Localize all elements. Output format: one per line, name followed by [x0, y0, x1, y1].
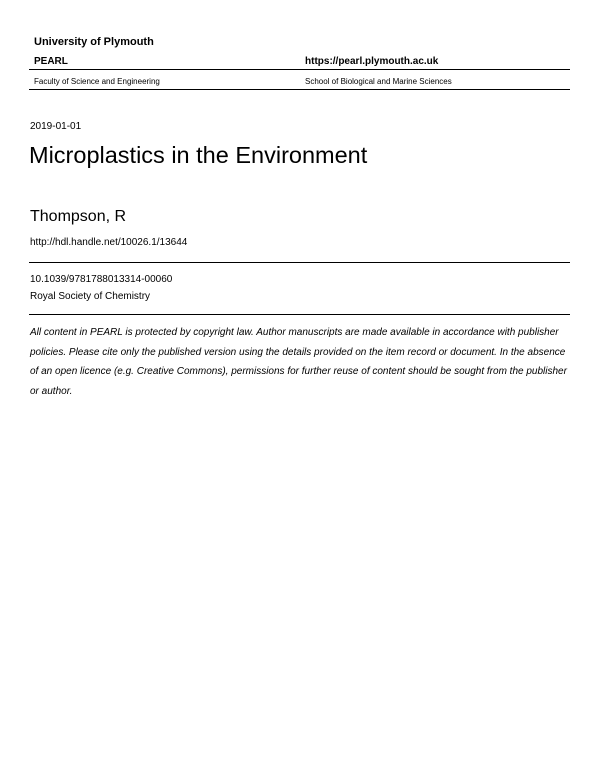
record-divider [29, 262, 570, 263]
notice-divider [29, 314, 570, 315]
header-divider [29, 69, 570, 70]
copyright-notice: All content in PEARL is protected by copyright law. Author manuscripts are made available in accordance with publisher policies. Please cite only the published version using the details provided on the item record or document. In the absence of an open licence (e.g. Creative Commons), permissions for further reuse of content should be sought from the publisher or author. [30, 327, 567, 397]
faculty-name: Faculty of Science and Engineering [34, 77, 160, 86]
publisher-name: Royal Society of Chemistry [30, 291, 151, 302]
header-bottom-divider [29, 89, 570, 90]
school-name: School of Biological and Marine Sciences [305, 77, 452, 86]
document-title: Microplastics in the Environment [29, 142, 368, 168]
author-name: Thompson, R [30, 208, 127, 225]
university-name: University of Plymouth [34, 36, 154, 48]
repository-url[interactable]: https://pearl.plymouth.ac.uk [305, 56, 439, 67]
handle-link[interactable]: http://hdl.handle.net/10026.1/13644 [30, 237, 188, 248]
repository-name: PEARL [34, 56, 68, 67]
doi-text: 10.1039/9781788013314-00060 [30, 274, 173, 285]
publication-date: 2019-01-01 [30, 121, 82, 132]
